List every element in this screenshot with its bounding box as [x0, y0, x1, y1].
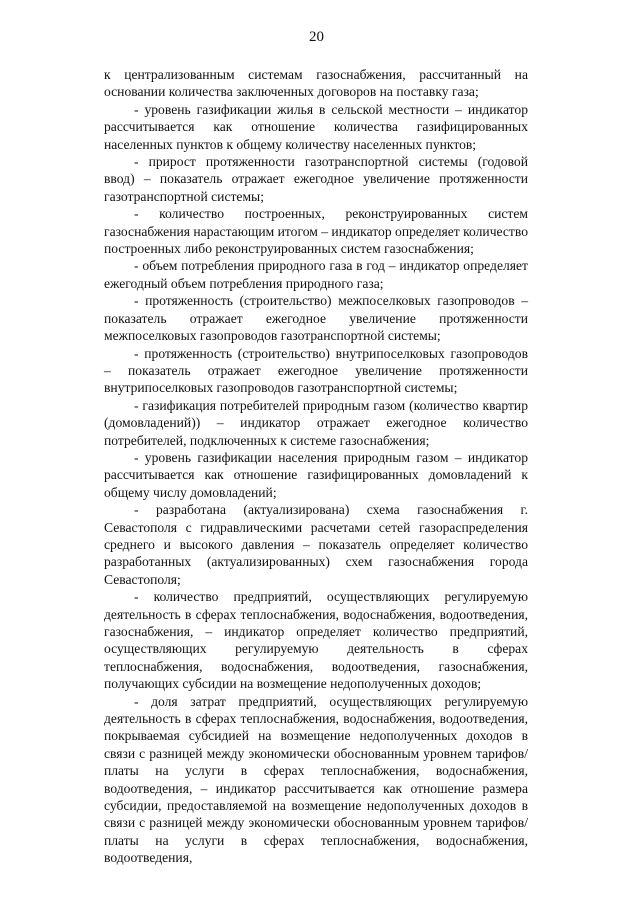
paragraph-sevastopol-gas-scheme: - разработана (актуализирована) схема газоснабжения г. Севастополя с гидравлическими расчетами сетей газораспределения среднего и высокого давления – показатель определяет количество разработанных (актуализированных) схем газоснабжения города Севастополя; [104, 502, 528, 587]
paragraph-rural-gasification-level: - уровень газификации жилья в сельской местности – индикатор рассчитывается как отношение количества газифицированных населенных пунктов к общему количеству населенных пунктов; [104, 101, 528, 152]
paragraph-gas-transport-growth: - прирост протяженности газотранспортной системы (годовой ввод) – показатель отражает ежегодное увеличение протяженности газотранспортной системы; [104, 154, 528, 204]
document-body [104, 66, 528, 867]
page-number: 20 [309, 29, 324, 45]
paragraph-intrasettlement-pipelines: - протяженность (строительство) внутрипоселковых газопроводов – показатель отражает ежегодное увеличение протяженности внутрипоселковых газопроводов газотранспортной системы; [104, 345, 528, 396]
paragraph-regulated-enterprises-count: - количество предприятий, осуществляющих регулируемую деятельность в сферах теплоснабжения, водоснабжения, водоотведения, газоснабжения, – индикатор определяет количество предприятий, осуществляющих регулируемую деятельность в сферах теплоснабжения, водоснабжения, водоотведения, газоснабжения, получающих субсидии на возмещение недополученных доходов; [104, 589, 528, 692]
paragraph-intersettlement-pipelines: - протяженность (строительство) межпоселковых газопроводов – показатель отражает ежегодное увеличение протяженности межпоселковых газопроводов газотранспортной системы; [104, 293, 528, 344]
paragraph-gas-connections-continuation: к централизованным системам газоснабжения, рассчитанный на основании количества заключенных договоров на поставку газа; [104, 67, 528, 100]
paragraph-gas-systems-built: - количество построенных, реконструированных систем газоснабжения нарастающим итогом – индикатор определяет количество построенных либо реконструированных систем газоснабжения; [104, 206, 528, 257]
paragraph-consumer-gasification: - газификация потребителей природным газом (количество квартир (домовладений)) – индикатор отражает ежегодное количество потребителей, подключенных к системе газоснабжения; [104, 397, 528, 448]
paragraph-subsidy-cost-share: - доля затрат предприятий, осуществляющих регулируемую деятельность в сферах теплоснабжения, водоснабжения, водоотведения, покрываемая субсидией на возмещение недополученных доходов в связи с разницей между экономически обоснованным уровнем тарифов/платы на услуги в сферах теплоснабжения, водоснабжения, водоотведения, – индикатор рассчитывается как отношение размера субсидии, предоставляемой на возмещение недополученных доходов в связи с разницей между экономически обоснованным уровнем тарифов/платы на услуги в сферах теплоснабжения, водоснабжения, водоотведения, [104, 693, 528, 866]
paragraph-gas-consumption-volume: - объем потребления природного газа в год – индикатор определяет ежегодный объем потребления природного газа; [104, 258, 528, 291]
paragraph-population-gasification-level: - уровень газификации населения природным газом – индикатор рассчитывается как отношение газифицированных домовладений к общему числу домовладений; [104, 449, 528, 500]
